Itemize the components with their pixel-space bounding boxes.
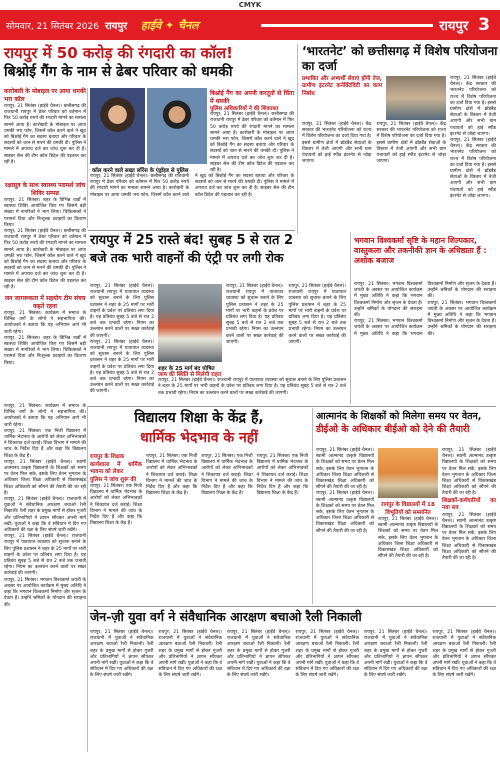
atmanand-col1 [316,448,374,604]
traffic-col1 [90,284,154,404]
bharatnet-right-body: रायपुर, 21 सितंबर (हाईवे चैनल)। केंद्र सरकार की भारतनेट परियोजना को राज्य में विशेष परियोजना का दर्जा दिया गया है। इससे ग्रामीण क्षेत्रों में ब्रॉडबैंड सेवाओं के विस्तार में तेजी आएगी और सभी ग्राम पंचायतों को हाई स्पीड इंटरनेट से जोड़ा जाएगा। [450,76,496,137]
traffic-body3: रायपुर, 21 सितंबर (हाईवे चैनल)। राजधानी रायपुर में यातायात व्यवस्था को सुचारू बनाने के लिए पुलिस प्रशासन ने शहर के 25 मार्गों पर भारी वाहनों के प्रवेश पर प्रतिबंध लगा दिया है। यह प्रतिबंध सुबह 5 बजे से रात 2 बजे तक प्रभावी रहेगा। नियम का उल्लंघन करने वालों पर सख्त कार्रवाई की जाएगी। [158,378,346,396]
school-bullet1: रायपुर के शिक्षक [90,454,125,460]
cmyk-label: CMYK [238,1,262,9]
bharatnet-right-body2: रायपुर, 21 सितंबर (हाईवे चैनल)। केंद्र सरकार की भारतनेट परियोजना को राज्य में विशेष परियोजना का दर्जा दिया गया है। इससे ग्रामीण क्षेत्रों में ब्रॉडबैंड सेवाओं के विस्तार में तेजी आएगी और सभी ग्राम पंचायतों को हाई स्पीड इंटरनेट से जोड़ा जाएगा। [450,138,496,199]
lead-sub1: कारोबारी के मोबाइल पर आया धमकी भरा कॉल [4,88,86,103]
lead-side-body: रायपुर, 21 सितंबर (हाईवे चैनल)। छत्तीसगढ़ की राजधानी रायपुर में ढेबर परिवार को वर्तमान में फिर 50 करोड़ रुपये की रंगदारी मांगने का मामला सामने आया है। कारोबारी के मोबाइल पर आया धमकी भरा फोन, जिसमें कॉल करने वाले ने खुद को बिश्नोई गैंग का सदस्य बताया और परिवार के सदस्यों को जान से मारने की धमकी दी। पुलिस ने मामले में अपराध दर्ज कर जांच शुरू कर दी है। साइबर सेल की टीम कॉल डिटेल की पड़ताल कर रही है। [210,112,294,174]
atmanand-sub1: रायपुर के विद्यालयों में 18 विभूतियों को सम्मानित [381,502,435,516]
atmanand-photo [378,448,438,498]
edition-city: रायपुर [105,21,128,32]
column-rule-right [297,44,298,234]
lead-body-text: रायपुर, 21 सितंबर (हाईवे चैनल)। छत्तीसगढ़ की राजधानी रायपुर में ढेबर परिवार को वर्तमान में फिर 50 करोड़ रुपये की रंगदारी मांगने का मामला सामने आया है। कारोबारी के मोबाइल पर आया धमकी भरा फोन, जिसमें कॉल करने वाले ने खुद को बिश्नोई गैंग का सदस्य बताया और परिवार के सदस्यों को जान से मारने की धमकी दी। पुलिस ने मामले में अपराध दर्ज कर जांच शुरू कर दी है। साइबर सेल की टीम कॉल डिटेल की पड़ताल कर रही है। [90,174,294,198]
traffic-body1b: रायपुर, 21 सितंबर (हाईवे चैनल)। राजधानी रायपुर में यातायात व्यवस्था को सुचारू बनाने के लिए पुलिस प्रशासन ने शहर के 25 मार्गों पर भारी वाहनों के प्रवेश पर प्रतिबंध लगा दिया है। यह प्रतिबंध सुबह 5 बजे से रात 2 बजे तक प्रभावी रहेगा। नियम का उल्लंघन करने वालों पर सख्त कार्रवाई की जाएगी। [90,339,154,395]
school-body1: रायपुर, 21 सितंबर। एक निजी विद्यालय में धार्मिक भेदभाव के आरोपों को लेकर अभिभावकों ने शिकायत दर्ज कराई। शिक्षा विभाग ने मामले की जांच के निर्देश दिए हैं और कहा कि विद्यालय शिक्षा के केंद्र हैं। [90,484,142,527]
atmanand-title-line1: आत्मानंद के शिक्षकों को मिलेगा समय पर वेतन, [316,411,482,422]
atmanand-body4: रायपुर, 21 सितंबर (हाईवे चैनल)। स्वामी आत्मानंद उत्कृष्ट विद्यालयों के शिक्षकों को समय पर वेतन मिल सके, इसके लिए वेतन भुगतान के अधिकार जिला शिक्षा अधिकारी से विकासखंड शिक्षा अधिकारी को सौंपने की तैयारी की जा रही है। [442,512,496,562]
left-brief-body2: रायपुर, 21 सितंबर। कार्यक्रम में समाज के विभिन्न वर्गों के लोगों ने सहभागिता की। आयोजकों ने बताया कि यह अभियान आगे भी जारी रहेगा। [4,311,86,335]
genz-headline [90,608,498,628]
school-bullets [90,454,142,604]
bharatnet-headline [302,44,498,74]
lead-body: रायपुर, 21 सितंबर (हाईवे चैनल)। छत्तीसगढ़ की राजधानी रायपुर में ढेबर परिवार को वर्तमान में फिर 50 करोड़ रुपये की रंगदारी मांगने का मामला सामने आया है। कारोबारी के मोबाइल पर आया धमकी भरा फोन, जिसमें कॉल करने वाले ने खुद को बिश्नोई गैंग का सदस्य बताया और परिवार के सदस्यों को जान से मारने की धमकी दी। पुलिस ने मामले में अपराध दर्ज कर जांच शुरू कर दी है। साइबर सेल की टीम कॉल डिटेल की पड़ताल कर रही है। [4,104,86,165]
vishwakarma-title: भगवान विश्वकर्मा सृष्टि के महान शिल्पकार, वास्तुकला और तकनीकी ज्ञान के अधिष्ठाता हैं : अशोक बजाज [354,236,487,265]
bharatnet-body [302,122,446,230]
left-brief-body: रायपुर, 21 सितंबर। शहर के विभिन्न वार्डों में स्वास्थ्य शिविर आयोजित किए गए जिसमें बड़ी संख्या में नागरिकों ने भाग लिया। चिकित्सकों ने परामर्श दिया और निःशुल्क दवाइयों का वितरण किया। [4,198,86,228]
school-body4: रायपुर, 21 सितंबर। एक निजी विद्यालय में धार्मिक भेदभाव के आरोपों को लेकर अभिभावकों ने शिकायत दर्ज कराई। शिक्षा विभाग ने मामले की जांच के निर्देश दिए हैं और कहा कि विद्यालय शिक्षा के केंद्र हैं। [256,454,308,497]
bharatnet-sub [302,76,382,120]
lead-story-intro [4,88,86,180]
atmanand-sub2: शिक्षकों-कर्मचारियों का नया सत्र [442,497,496,512]
lead-headline-line1: रायपुर में 50 करोड़ की रंगदारी का कॉल! [4,44,234,62]
bharatnet-body-text: रायपुर, 21 सितंबर (हाईवे चैनल)। केंद्र सरकार की भारतनेट परियोजना को राज्य में विशेष परियोजना का दर्जा दिया गया है। इससे ग्रामीण क्षेत्रों में ब्रॉडबैंड सेवाओं के विस्तार में तेजी आएगी और सभी ग्राम पंचायतों को हाई स्पीड इंटरनेट से जोड़ा जाएगा। [302,122,372,165]
column-rule-right2 [350,232,351,404]
left-lower-body3: रायपुर, 21 सितंबर (हाईवे चैनल)। स्वामी आत्मानंद उत्कृष्ट विद्यालयों के शिक्षकों को समय पर वेतन मिल सके, इसके लिए वेतन भुगतान के अधिकार जिला शिक्षा अधिकारी से विकासखंड शिक्षा अधिकारी को सौंपने की तैयारी की जा रही है। [4,459,86,496]
school-headline [90,408,308,452]
color-registration-strip [0,0,500,10]
bharatnet-subhead: प्रभावित और अभ्यर्थी सेवाएं होंगी तेज, ग्रामीण इंटरनेट कनेक्टिविटी का काम निर्बाध [302,76,382,97]
genz-body4: रायपुर, 21 सितंबर (हाईवे चैनल)। राजधानी में युवाओं ने संवैधानिक आरक्षण बचाओ रैली निकाली। रैली शहर के प्रमुख मार्गों से होकर गुजरी और प्रतिभागियों ने ज्ञापन सौंपकर अपनी मांगें रखीं। युवाओं ने कहा कि वे संविधान में दिए गए अधिकारों की रक्षा के लिए संघर्ष जारी रखेंगे। [295,630,359,679]
traffic-col3 [158,372,346,406]
vishwakarma-body-text: रायपुर, 21 सितंबर। भगवान विश्वकर्मा जयंती के अवसर पर आयोजित कार्यक्रम में मुख्य अतिथि ने कहा कि भगवान विश्वकर्मा निर्माण और सृजन के देवता हैं। उन्होंने श्रमिकों के योगदान की सराहना की। [354,282,423,319]
genz-body5: रायपुर, 21 सितंबर (हाईवे चैनल)। राजधानी में युवाओं ने संवैधानिक आरक्षण बचाओ रैली निकाली। रैली शहर के प्रमुख मार्गों से होकर गुजरी और प्रतिभागियों ने ज्ञापन सौंपकर अपनी मांगें रखीं। युवाओं ने कहा कि वे संविधान में दिए गए अधिकारों की रक्षा के लिए संघर्ष जारी रखेंगे। [364,630,428,679]
traffic-headline-line2: बजे तक भारी वाहनों की एंट्री पर लगी रोक [90,250,284,265]
lead-headline-line2: बिश्नोई गैंग के नाम से ढेबर परिवार को धमकी [4,64,233,80]
atmanand-body2: रायपुर, 21 सितंबर (हाईवे चैनल)। स्वामी आत्मानंद उत्कृष्ट विद्यालयों के शिक्षकों को समय पर वेतन मिल सके, इसके लिए वेतन भुगतान के अधिकार जिला शिक्षा अधिकारी से विकासखंड शिक्षा अधिकारी को सौंपने की तैयारी की जा रही है। [378,517,438,560]
vishwakarma-body-text3: रायपुर, 21 सितंबर। भगवान विश्वकर्मा जयंती के अवसर पर आयोजित कार्यक्रम में मुख्य अतिथि ने कहा कि भगवान विश्वकर्मा निर्माण और सृजन के देवता हैं। उन्होंने श्रमिकों के योगदान की सराहना की। [427,300,496,337]
masthead [0,10,500,40]
left-brief-body2-more: रायपुर, 21 सितंबर। शहर के विभिन्न वार्डों में स्वास्थ्य शिविर आयोजित किए गए जिसमें बड़ी संख्या में नागरिकों ने भाग लिया। चिकित्सकों ने परामर्श दिया और निःशुल्क दवाइयों का वितरण किया। [4,335,86,366]
left-column-rule [87,406,88,752]
page-number: 3 [478,15,490,35]
traffic-subhead: जाम की स्थिति से मिलेगी राहत [158,372,222,378]
traffic-body2b: रायपुर, 21 सितंबर (हाईवे चैनल)। राजधानी रायपुर में यातायात व्यवस्था को सुचारू बनाने के लिए पुलिस प्रशासन ने शहर के 25 मार्गों पर भारी वाहनों के प्रवेश पर प्रतिबंध लगा दिया है। यह प्रतिबंध सुबह 5 बजे से रात 2 बजे तक प्रभावी रहेगा। नियम का उल्लंघन करने वालों पर सख्त कार्रवाई की जाएगी। [288,284,346,345]
bharatnet-title: ‘भारतनेट’ को छत्तीसगढ़ में विशेष परियोजना का दर्जा [302,44,498,73]
genz-body6: रायपुर, 21 सितंबर (हाईवे चैनल)। राजधानी में युवाओं ने संवैधानिक आरक्षण बचाओ रैली निकाली। रैली शहर के प्रमुख मार्गों से होकर गुजरी और प्रतिभागियों ने ज्ञापन सौंपकर अपनी मांगें रखीं। युवाओं ने कहा कि वे संविधान में दिए गए अधिकारों की रक्षा के लिए संघर्ष जारी रखेंगे। [432,630,496,679]
traffic-headline-line1: रायपुर में 25 रास्ते बंद! सुबह 5 से रात 2 [90,233,294,248]
bharatnet-right-col [450,76,496,230]
atmanand-body1b: रायपुर, 21 सितंबर (हाईवे चैनल)। स्वामी आत्मानंद उत्कृष्ट विद्यालयों के शिक्षकों को समय पर वेतन मिल सके, इसके लिए वेतन भुगतान के अधिकार जिला शिक्षा अधिकारी से विकासखंड शिक्षा अधिकारी को सौंपने की तैयारी की जा रही है। [316,491,374,534]
lead-story-headline [4,44,294,86]
genz-body1: रायपुर, 21 सितंबर (हाईवे चैनल)। राजधानी में युवाओं ने संवैधानिक आरक्षण बचाओ रैली निकाली। रैली शहर के प्रमुख मार्गों से होकर गुजरी और प्रतिभागियों ने ज्ञापन सौंपकर अपनी मांगें रखीं। युवाओं ने कहा कि वे संविधान में दिए गए अधिकारों की रक्षा के लिए संघर्ष जारी रखेंगे। [90,630,154,679]
column-rule [87,88,88,228]
section-rule3 [88,606,496,607]
lead-sub2: पुलिस अधिकारियों ने की शिकायत [210,106,279,112]
column-rule-mid [312,408,313,604]
vishwakarma-body [354,282,496,404]
vishwakarma-headline [354,236,496,278]
left-brief-body-more: रायपुर, 21 सितंबर (हाईवे चैनल)। छत्तीसगढ़ की राजधानी रायपुर में ढेबर परिवार को वर्तमान में फिर 50 करोड़ रुपये की रंगदारी मांगने का मामला सामने आया है। कारोबारी के मोबाइल पर आया धमकी भरा फोन, जिसमें कॉल करने वाले ने खुद को बिश्नोई गैंग का सदस्य बताया और परिवार के सदस्यों को जान से मारने की धमकी दी। पुलिस ने मामले में अपराध दर्ज कर जांच शुरू कर दी है। साइबर सेल की टीम कॉल डिटेल की पड़ताल कर रही है। [4,229,86,290]
lead-photo-right [147,88,207,164]
lead-side-column [210,90,294,174]
left-lower-body2: रायपुर, 21 सितंबर। एक निजी विद्यालय में धार्मिक भेदभाव के आरोपों को लेकर अभिभावकों ने शिकायत दर्ज कराई। शिक्षा विभाग ने मामले की जांच के निर्देश दिए हैं और कहा कि विद्यालय शिक्षा के केंद्र हैं। [4,428,86,459]
left-lower-body5: रायपुर, 21 सितंबर (हाईवे चैनल)। राजधानी रायपुर में यातायात व्यवस्था को सुचारू बनाने के लिए पुलिस प्रशासन ने शहर के 25 मार्गों पर भारी वाहनों के प्रवेश पर प्रतिबंध लगा दिया है। यह प्रतिबंध सुबह 5 बजे से रात 2 बजे तक प्रभावी रहेगा। नियम का उल्लंघन करने वालों पर सख्त कार्रवाई की जाएगी। [4,534,86,577]
left-lower-body6: रायपुर, 21 सितंबर। भगवान विश्वकर्मा जयंती के अवसर पर आयोजित कार्यक्रम में मुख्य अतिथि ने कहा कि भगवान विश्वकर्मा निर्माण और सृजन के देवता हैं। उन्होंने श्रमिकों के योगदान की सराहना की। [4,577,86,608]
atmanand-col2 [378,502,438,604]
issue-date: सोमवार, 21 सितंबर 2026 [6,21,99,32]
school-body2: रायपुर, 21 सितंबर। एक निजी विद्यालय में धार्मिक भेदभाव के आरोपों को लेकर अभिभावकों ने शिकायत दर्ज कराई। शिक्षा विभाग ने मामले की जांच के निर्देश दिए हैं और कहा कि विद्यालय शिक्षा के केंद्र हैं। [146,454,198,497]
masthead-divider [261,24,433,27]
traffic-photo-caption: शहर के 25 मार्ग बंद घोषित [158,366,215,372]
bharatnet-photo [386,76,446,120]
school-bullet3: पुलिस ने जांच शुरू की [90,476,137,483]
genz-body [90,630,496,752]
atmanand-body3: रायपुर, 21 सितंबर (हाईवे चैनल)। स्वामी आत्मानंद उत्कृष्ट विद्यालयों के शिक्षकों को समय पर वेतन मिल सके, इसके लिए वेतन भुगतान के अधिकार जिला शिक्षा अधिकारी से विकासखंड शिक्षा अधिकारी को सौंपने की तैयारी की जा रही है। [442,448,496,497]
school-body [146,454,308,604]
atmanand-headline [316,410,496,446]
traffic-headline [90,232,346,280]
left-brief-story [4,182,86,402]
left-column-lower [4,404,86,752]
lead-body-continued [90,174,294,228]
bharatnet-body-text2: रायपुर, 21 सितंबर (हाईवे चैनल)। केंद्र सरकार की भारतनेट परियोजना को राज्य में विशेष परियोजना का दर्जा दिया गया है। इससे ग्रामीण क्षेत्रों में ब्रॉडबैंड सेवाओं के विस्तार में तेजी आएगी और सभी ग्राम पंचायतों को हाई स्पीड इंटरनेट से जोड़ा जाएगा। [376,122,446,165]
left-brief-title2: जन जागरूकता में सहयोग टीम संचय कहते रहना [4,295,86,311]
genz-body3: रायपुर, 21 सितंबर (हाईवे चैनल)। राजधानी में युवाओं ने संवैधानिक आरक्षण बचाओ रैली निकाली। रैली शहर के प्रमुख मार्गों से होकर गुजरी और प्रतिभागियों ने ज्ञापन सौंपकर अपनी मांगें रखीं। युवाओं ने कहा कि वे संविधान में दिए गए अधिकारों की रक्षा के लिए संघर्ष जारी रखेंगे। [227,630,291,679]
lead-photo-caption: कॉल करने वाले सख्त लॉरेंस के एंड्रॉइड से पुलिस [92,168,189,174]
school-bullet2: कार्यशाला में धार्मिक भावना को लेकर [90,461,142,475]
atmanand-col3 [442,448,496,604]
atmanand-title-line2: डीईओ के अधिकार बीईओ को देने की तैयारी [316,424,470,435]
school-title-line1: विद्यालय शिक्षा के केंद्र हैं, [134,410,264,426]
school-title-line2: धार्मिक भेदभाव के नहीं [140,430,258,446]
left-lower-body4: रायपुर, 21 सितंबर (हाईवे चैनल)। राजधानी में युवाओं ने संवैधानिक आरक्षण बचाओ रैली निकाली। रैली शहर के प्रमुख मार्गों से होकर गुजरी और प्रतिभागियों ने ज्ञापन सौंपकर अपनी मांगें रखीं। युवाओं ने कहा कि वे संविधान में दिए गए अधिकारों की रक्षा के लिए संघर्ष जारी रखेंगे। [4,497,86,534]
section-rule2 [88,406,496,407]
lead-photo-left [90,88,145,164]
left-brief-title: रक्षासूत्र के साथ स्वास्थ्य परामर्श जांच शिविर सम्पन्न [4,182,86,197]
vishwakarma-body-text2: रायपुर, 21 सितंबर। भगवान विश्वकर्मा जयंती के अवसर पर आयोजित कार्यक्रम में मुख्य अतिथि ने कहा कि भगवान विश्वकर्मा निर्माण और सृजन के देवता हैं। उन्होंने श्रमिकों के योगदान की सराहना की। [354,282,496,337]
genz-body2: रायपुर, 21 सितंबर (हाईवे चैनल)। राजधानी में युवाओं ने संवैधानिक आरक्षण बचाओ रैली निकाली। रैली शहर के प्रमुख मार्गों से होकर गुजरी और प्रतिभागियों ने ज्ञापन सौंपकर अपनी मांगें रखीं। युवाओं ने कहा कि वे संविधान में दिए गए अधिकारों की रक्षा के लिए संघर्ष जारी रखेंगे। [158,630,222,679]
genz-title: जेन-ज़ी युवा वर्ग ने संवैधानिक आरक्षण बचाओ रैली निकाली [90,609,362,624]
newspaper-logo: हाईवे ✦ चैनल [141,18,199,32]
atmanand-body1: रायपुर, 21 सितंबर (हाईवे चैनल)। स्वामी आत्मानंद उत्कृष्ट विद्यालयों के शिक्षकों को समय पर वेतन मिल सके, इसके लिए वेतन भुगतान के अधिकार जिला शिक्षा अधिकारी से विकासखंड शिक्षा अधिकारी को सौंपने की तैयारी की जा रही है। [316,448,374,491]
section-rule [88,230,295,231]
left-lower-body1: रायपुर, 21 सितंबर। कार्यक्रम में समाज के विभिन्न वर्गों के लोगों ने सहभागिता की। आयोजकों ने बताया कि यह अभियान आगे भी जारी रहेगा। [4,404,86,428]
traffic-body1: रायपुर, 21 सितंबर (हाईवे चैनल)। राजधानी रायपुर में यातायात व्यवस्था को सुचारू बनाने के लिए पुलिस प्रशासन ने शहर के 25 मार्गों पर भारी वाहनों के प्रवेश पर प्रतिबंध लगा दिया है। यह प्रतिबंध सुबह 5 बजे से रात 2 बजे तक प्रभावी रहेगा। नियम का उल्लंघन करने वालों पर सख्त कार्रवाई की जाएगी। [90,284,154,339]
lead-kicker: बिश्नोई गैंग का अपनी करतूतों से चिंता में धमकी [210,90,294,105]
section-name: रायपुर [439,19,469,34]
traffic-photo [158,284,222,362]
traffic-body2: रायपुर, 21 सितंबर (हाईवे चैनल)। राजधानी रायपुर में यातायात व्यवस्था को सुचारू बनाने के लिए पुलिस प्रशासन ने शहर के 25 मार्गों पर भारी वाहनों के प्रवेश पर प्रतिबंध लगा दिया है। यह प्रतिबंध सुबह 5 बजे से रात 2 बजे तक प्रभावी रहेगा। नियम का उल्लंघन करने वालों पर सख्त कार्रवाई की जाएगी। [226,284,284,345]
school-body3: रायपुर, 21 सितंबर। एक निजी विद्यालय में धार्मिक भेदभाव के आरोपों को लेकर अभिभावकों ने शिकायत दर्ज कराई। शिक्षा विभाग ने मामले की जांच के निर्देश दिए हैं और कहा कि विद्यालय शिक्षा के केंद्र हैं। [201,454,253,497]
